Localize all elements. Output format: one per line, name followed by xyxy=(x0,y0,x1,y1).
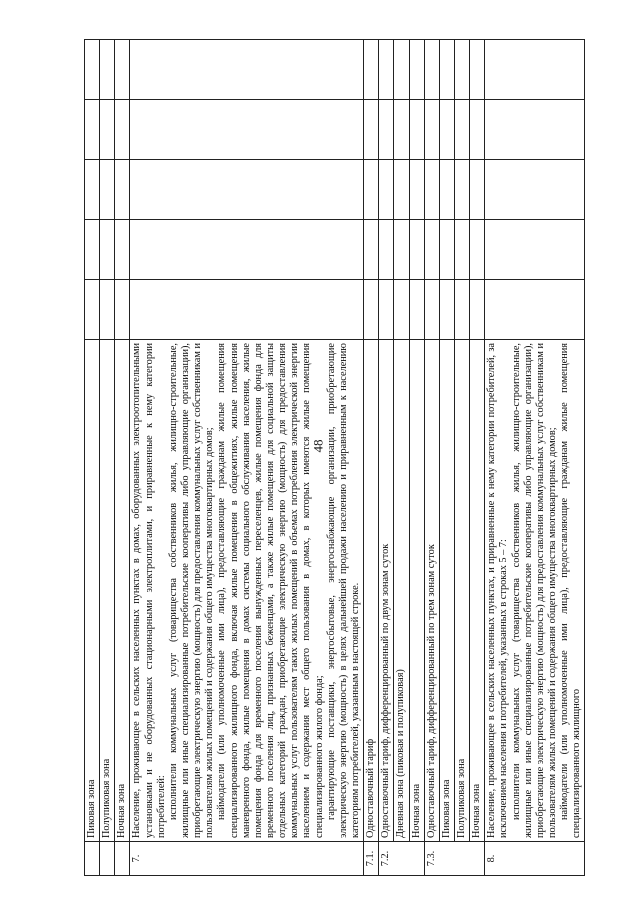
row-number: 7. xyxy=(130,842,364,876)
table-row xyxy=(379,40,394,876)
table-row xyxy=(85,40,100,876)
table-row xyxy=(485,40,585,876)
table-row xyxy=(364,40,379,876)
row-number: 7.2. xyxy=(379,842,424,876)
paragraph: наймодатели (или уполномоченные ими лица), предоставляющие гражданам жилые помещения специализированного жилищного фонда, включая жилые помещения в общежитиях, жилые помещения маневренного фонда, жилые помещения в домах системы социального обслуживания населения, жилые помещения фонда для временного поселения вынужденных переселенцев, жилые помещения фонда для временного поселения лиц, признанных беженцами, а также жилые помещения для социальной защиты отдельных категорий граждан, приобретающие электрическую энергию (мощность) для предоставления коммунальных услуг пользователям таких жилых помещений в объемах потребления электрической энергии населением и содержания мест общего пользования в домах, в которых имеются жилые помещения специализированного жилого фонда; xyxy=(216,343,325,838)
table-row xyxy=(130,40,364,876)
table-row xyxy=(100,40,115,876)
table-row xyxy=(470,40,485,876)
row-label: Ночная зона xyxy=(470,340,485,842)
row-number: 7.1. xyxy=(364,842,379,876)
row-label: Ночная зона xyxy=(115,340,130,842)
table-row xyxy=(115,40,130,876)
page-number: 48 xyxy=(310,439,326,453)
paragraph: гарантирующие поставщики, энергосбытовые, энергоснабжающие организации, приобретающие электрическую энергию (мощность) в целях дальнейшей продажи населению и приравненным к населению категориям потребителей, указанным в настоящей строке. xyxy=(325,343,361,838)
row-label: Одноставочный тариф xyxy=(364,340,379,842)
row-label: Дневная зона (пиковая и полупиковая) xyxy=(394,340,409,842)
tariff-table xyxy=(84,39,585,876)
row-number: 8. xyxy=(485,842,585,876)
table-row xyxy=(394,40,409,876)
rotated-table-wrapper xyxy=(84,40,583,876)
paragraph: наймодатели (или уполномоченные ими лица), предоставляющие гражданам жилые помещения специализированного жилищного xyxy=(559,343,583,838)
paragraph: Население, проживающее в сельских населенных пунктах в домах, оборудованных электроотопительными установками и не оборудованных стационарными электроплитами, и приравненные к нему категории потребителей: xyxy=(131,343,167,838)
row-description xyxy=(130,340,364,842)
table-row xyxy=(424,40,439,876)
row-label: Пиковая зона xyxy=(439,340,454,842)
table-row xyxy=(454,40,469,876)
row-label: Ночная зона xyxy=(409,340,424,842)
table-row xyxy=(439,40,454,876)
row-description xyxy=(485,340,585,842)
row-label: Полупиковая зона xyxy=(100,340,115,842)
row-label: Одноставочный тариф, дифференцированный по двум зонам суток xyxy=(379,340,394,842)
table-row xyxy=(409,40,424,876)
row-label: Полупиковая зона xyxy=(454,340,469,842)
row-number: 7.3. xyxy=(424,842,485,876)
paragraph: исполнители коммунальных услуг (товарищества собственников жилья, жилищно-строительные, жилищные или иные специализированные потребительские кооперативы либо управляющие организации), приобретающие электрическую энергию (мощность) для предоставления коммунальных услуг собственникам и пользователям жилых помещений и содержания общего имущества многоквартирных домов; xyxy=(510,343,558,838)
paragraph: Население, проживающее в сельских населенных пунктах, и приравненные к нему категории потребителей, за исключением населения и потребителей, указанных в строках 5 – 7: xyxy=(486,343,510,838)
row-label: Одноставочный тариф, дифференцированный по трем зонам суток xyxy=(424,340,439,842)
row-label: Пиковая зона xyxy=(85,340,100,842)
paragraph: исполнители коммунальных услуг (товарищества собственников жилья, жилищно-строительные, жилищные или иные специализированные потребительские кооперативы либо управляющие организации), приобретающие электрическую энергию (мощность) для предоставления коммунальных услуг собственникам и пользователям жилых помещений и содержания общего имущества многоквартирных домов; xyxy=(167,343,216,838)
